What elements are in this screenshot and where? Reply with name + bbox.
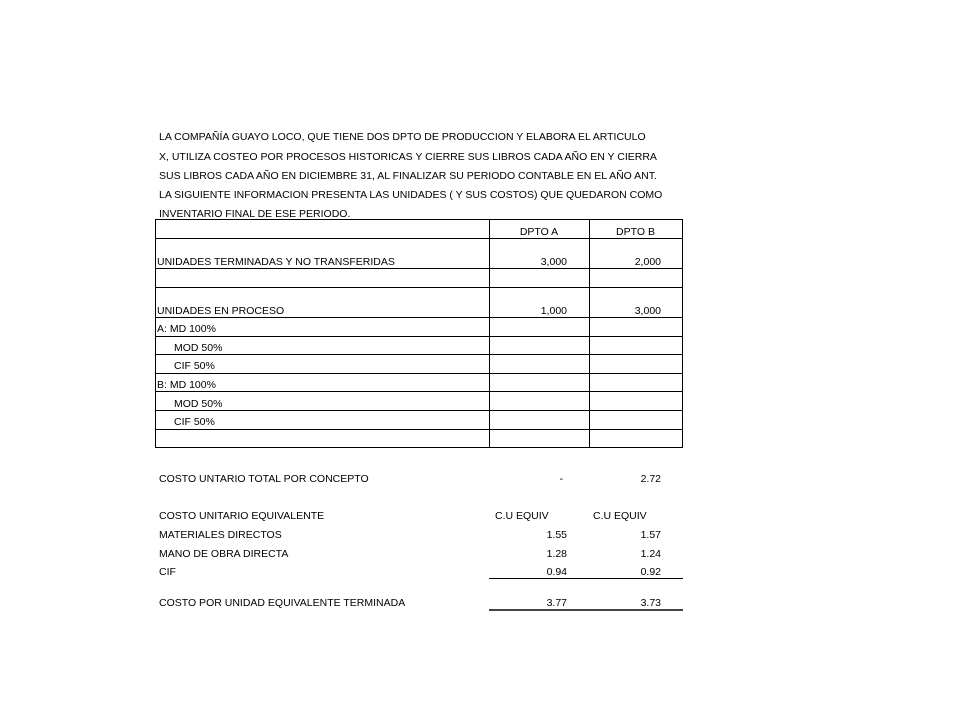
costo-unitario-label: COSTO UNITARIO EQUIVALENTE — [159, 510, 325, 522]
intro-line-1: LA COMPAÑÍA GUAYO LOCO, QUE TIENE DOS DPTO DE PRODUCCION Y ELABORA EL ARTICULO — [159, 131, 646, 143]
costo-total-b: 2.72 — [640, 473, 661, 485]
total-double-rule — [489, 609, 683, 611]
cost-row-label: MATERIALES DIRECTOS — [159, 529, 282, 541]
cost-row-a: 1.55 — [546, 529, 567, 541]
row-label: CIF 50% — [174, 360, 215, 372]
intro-line-4: LA SIGUIENTE INFORMACION PRESENTA LAS UNIDADES ( Y SUS COSTOS) QUE QUEDARON COMO — [159, 189, 663, 201]
cost-row-label: MANO DE OBRA DIRECTA — [159, 548, 289, 560]
costo-final-b: 3.73 — [640, 597, 661, 609]
costo-final-label: COSTO POR UNIDAD EQUIVALENTE TERMINADA — [159, 597, 406, 609]
row-label: CIF 50% — [174, 416, 215, 428]
row-value-b: 3,000 — [634, 305, 661, 317]
cost-row-a: 0.94 — [546, 566, 567, 578]
row-value-a: 1,000 — [540, 305, 567, 317]
costo-total-a: - — [559, 473, 563, 485]
intro-line-2: X, UTILIZA COSTEO POR PROCESOS HISTORICAS Y CIERRE SUS LIBROS CADA AÑO EN Y CIERRA — [159, 151, 657, 163]
row-value-b: 2,000 — [634, 256, 661, 268]
intro-line-5: INVENTARIO FINAL DE ESE PERIODO. — [159, 208, 351, 220]
cost-row-b: 1.57 — [640, 529, 661, 541]
subtotal-rule — [489, 578, 683, 579]
header-dpto-b: DPTO B — [616, 226, 655, 238]
row-label: UNIDADES EN PROCESO — [157, 305, 285, 317]
cost-row-b: 1.24 — [640, 548, 661, 560]
cu-equiv-b-header: C.U EQUIV — [593, 510, 647, 522]
row-label: MOD 50% — [174, 342, 223, 354]
intro-line-3: SUS LIBROS CADA AÑO EN DICIEMBRE 31, AL FINALIZAR SU PERIODO CONTABLE EN EL AÑO ANT. — [159, 170, 657, 182]
cost-row-label: CIF — [159, 566, 176, 578]
cost-row-a: 1.28 — [546, 548, 567, 560]
cost-row-b: 0.92 — [640, 566, 661, 578]
costo-final-a: 3.77 — [546, 597, 567, 609]
row-label: UNIDADES TERMINADAS Y NO TRANSFERIDAS — [157, 256, 395, 268]
row-value-a: 3,000 — [540, 256, 567, 268]
header-dpto-a: DPTO A — [519, 226, 559, 238]
cu-equiv-a-header: C.U EQUIV — [495, 510, 549, 522]
row-label: A: MD 100% — [157, 323, 216, 335]
costo-total-label: COSTO UNTARIO TOTAL POR CONCEPTO — [159, 473, 369, 485]
row-label: MOD 50% — [174, 398, 223, 410]
row-label: B: MD 100% — [157, 379, 216, 391]
